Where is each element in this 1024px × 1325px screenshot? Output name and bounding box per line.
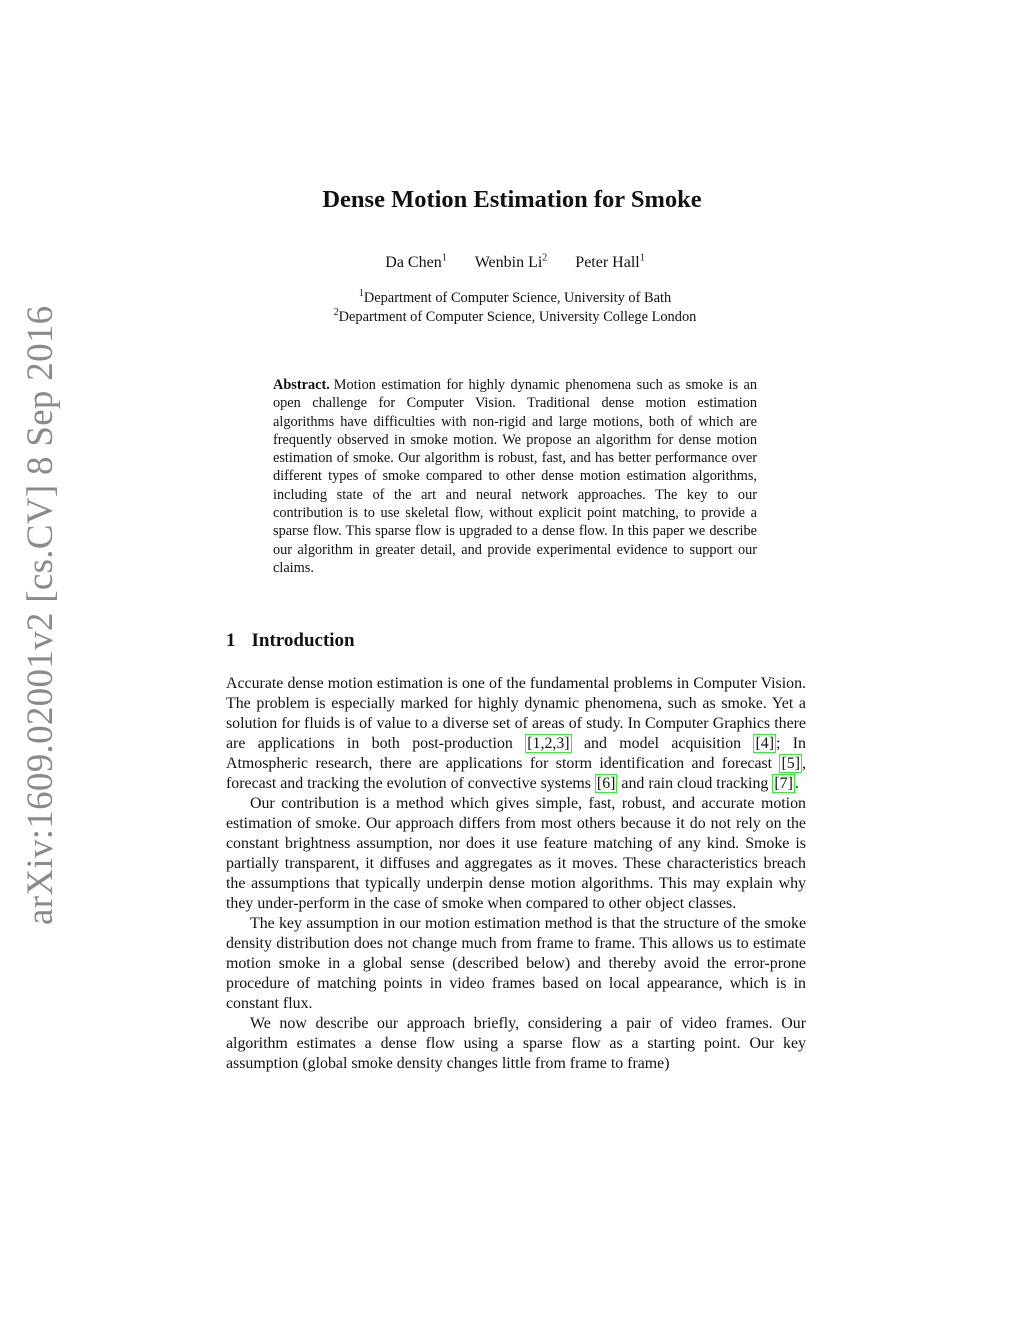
abstract-text: Motion estimation for highly dynamic phenomena such as smoke is an open challenge for Computer Vision. Traditional dense motion estimation algorithms have difficulties with non-rigid and large motions, both of which are frequently observed in smoke motion. We propose an algorithm for dense motion estimation of smoke. Our algorithm is robust, fast, and has better performance over different types of smoke compared to other dense motion estimation algorithms, including state of the art and neural network approaches. The key to our contribution is to use skeletal flow, without explicit point matching, to provide a sparse flow. This sparse flow is upgraded to a dense flow. In this paper we describe our algorithm in greater detail, and provide experimental evidence to support our claims. (273, 377, 757, 576)
author-name-text: Da Chen (385, 254, 442, 271)
author-name (385, 254, 446, 271)
affiliation-text: Department of Computer Science, University College London (338, 308, 697, 325)
affiliation-marker: 1 (639, 252, 645, 264)
text-run: , forecast and tracking the evolution of convective systems (226, 755, 806, 792)
affiliation-marker: 1 (441, 252, 447, 264)
abstract-label: Abstract. (273, 377, 330, 393)
affiliations (0, 289, 1024, 326)
text-run: Accurate dense motion estimation is one of the fundamental problems in Computer Vision. The problem is especially marked for highly dynamic phenomena, such as smoke. Yet a solution for fluids is of value to a diverse set of areas of study. In Computer Graphics there are applications in both post-production (226, 675, 806, 752)
author-name-text: Wenbin Li (474, 254, 543, 271)
citation-link[interactable]: [6] (596, 775, 616, 792)
arxiv-identifier: arXiv:1609.02001v2 [cs.CV] 8 Sep 2016 (20, 305, 61, 925)
affiliation-text: Department of Computer Science, University of Bath (363, 290, 672, 306)
affiliation-line (0, 308, 1024, 327)
author-name (475, 254, 548, 271)
section-number: 1 (226, 630, 236, 651)
affiliation-line (0, 289, 1024, 308)
text-run: . (794, 775, 799, 792)
paragraph: We now describe our approach briefly, considering a pair of video frames. Our algorithm estimates a dense flow using a sparse flow as a starting point. Our key assumption (global smoke density changes little from frame to frame) (226, 1015, 806, 1072)
paragraph: The key assumption in our motion estimation method is that the structure of the smoke density distribution does not change much from frame to frame. This allows us to estimate motion smoke in a global sense (described below) and thereby avoid the error-prone procedure of matching points in video frames based on local appearance, which is in constant flux. (226, 915, 806, 1012)
author-name-text: Peter Hall (575, 254, 640, 271)
abstract (273, 376, 757, 577)
text-run: and rain cloud tracking (617, 775, 773, 792)
citation-link[interactable]: [7] (774, 775, 793, 792)
affiliation-marker: 2 (542, 252, 548, 264)
paragraph: Our contribution is a method which gives simple, fast, robust, and accurate motion estimation of smoke. Our approach differs from most others because it do not rely on the constant brightness assumption, nor does it use feature matching of any kind. Smoke is partially transparent, it diffuses and aggregates as it moves. These characteristics breach the assumptions that typically underpin dense motion algorithms. This may explain why they under-perform in the case of smoke when compared to other object classes. (226, 795, 806, 912)
author-list (0, 254, 1024, 272)
introduction-body (226, 674, 806, 1074)
section-heading (226, 630, 355, 652)
section-title: Introduction (251, 630, 355, 651)
citation-link[interactable]: [5] (781, 755, 801, 772)
author-name (575, 254, 644, 271)
affiliation-marker: 2 (333, 306, 339, 318)
affiliation-marker: 1 (358, 288, 364, 300)
text-run: ; In Atmospheric research, there are applications for storm identification and forecast (226, 735, 806, 772)
paragraph (226, 674, 806, 794)
citation-link[interactable]: [1,2,3] (527, 735, 570, 752)
citation-link[interactable]: [4] (755, 735, 774, 752)
paper-title: Dense Motion Estimation for Smoke (322, 186, 702, 213)
text-run: and model acquisition (571, 735, 754, 752)
